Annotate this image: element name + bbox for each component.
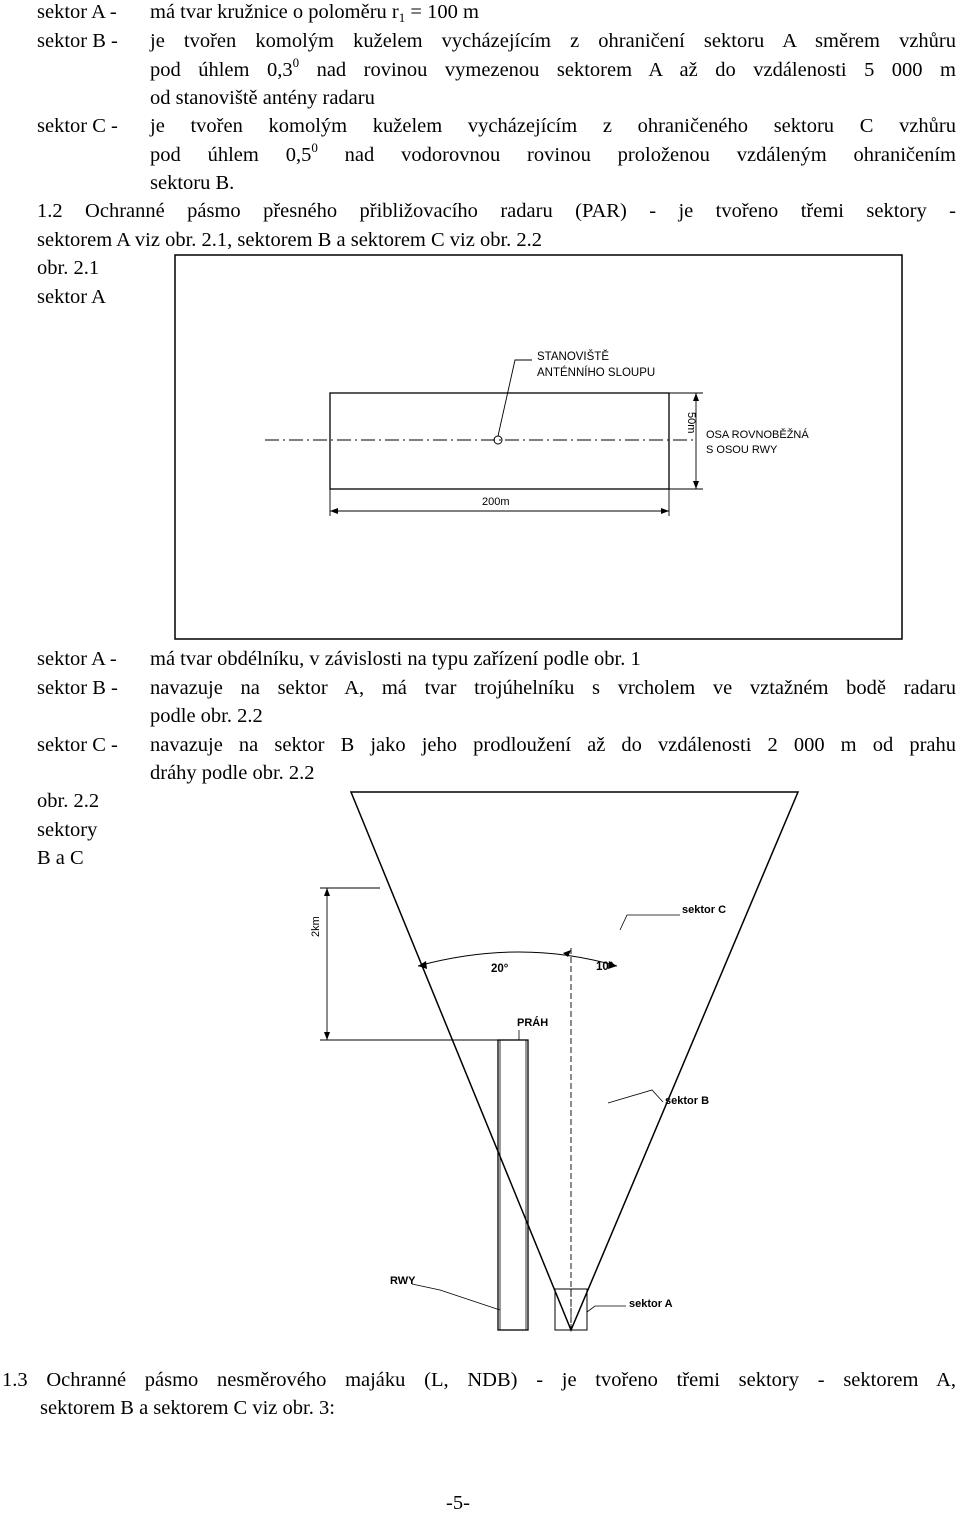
sektor-b-c-triangle xyxy=(351,792,798,1330)
label-rwy: RWY xyxy=(390,1275,416,1287)
fig-2-2-sektory-b-c-drawing xyxy=(0,780,960,1340)
sektor-c-definition-line3: sektoru B. xyxy=(150,172,235,194)
label-sektor-b: sektor B xyxy=(665,1095,710,1107)
sektor-c-term: sektor C - xyxy=(37,115,118,137)
sektor-a-rectangle xyxy=(330,393,669,489)
sektor-b-definition-2-line1: navazuje na sektor A, má tvar trojúhelníku s vrcholem ve vztažném bodě radaru xyxy=(150,677,956,699)
label-sektor-c: sektor C xyxy=(682,904,727,916)
fig-2-2-caption-title-1: sektory xyxy=(37,819,98,841)
sektor-a-term: sektor A - xyxy=(37,1,117,23)
fig-2-2-caption-title-2: B a C xyxy=(37,847,84,869)
sektor-b-term-2: sektor B - xyxy=(37,677,118,699)
dim-width-200m: 200m xyxy=(482,496,510,508)
label-prah: PRÁH xyxy=(517,1017,549,1029)
angle-left-20: 20° xyxy=(491,963,509,975)
rwy-leader xyxy=(412,1284,500,1310)
angle-right-10: 10° xyxy=(596,961,614,973)
sektor-a-leader xyxy=(587,1306,626,1312)
label-station-2: ANTÉNNÍHO SLOUPU xyxy=(537,367,656,379)
sektor-b-definition-2-line2: podle obr. 2.2 xyxy=(150,705,263,727)
section-1-3-line1: 1.3 Ochranné pásmo nesměrového majáku (L, NDB) - je tvořeno třemi sektory - sektorem A, xyxy=(2,1369,956,1391)
fig-2-2-caption-number: obr. 2.2 xyxy=(37,790,100,812)
sektor-c-definition-line2: pod úhlem $0,5^0$ nad vodorovnou rovinou proloženou vzdáleným ohraničením xyxy=(150,140,956,166)
sektor-c-definition-line1: je tvořen komolým kuželem vycházejícím z ohraničeného sektoru C vzhůru xyxy=(150,115,956,137)
sektor-a-definition: má tvar kružnice o poloměru r1 = 100 m xyxy=(150,1,479,25)
dim-height-50m: 50m xyxy=(685,412,697,434)
runway-rectangle xyxy=(498,1040,528,1330)
label-axis-2: S OSOU RWY xyxy=(706,444,778,456)
sektor-c-leader xyxy=(620,915,680,930)
antenna-leader-line xyxy=(498,360,532,436)
section-1-2-line2: sektorem A viz obr. 2.1, sektorem B a sektorem C viz obr. 2.2 xyxy=(37,229,543,251)
sektor-a-definition-2: má tvar obdélníku, v závislosti na typu zařízení podle obr. 1 xyxy=(150,648,641,670)
sektor-c-definition-2-line1: navazuje na sektor B jako jeho prodloužení až do vzdálenosti 2 000 m od prahu xyxy=(150,734,956,756)
angle-arc xyxy=(418,952,617,966)
section-1-3-line2: sektorem B a sektorem C viz obr. 3: xyxy=(40,1397,335,1419)
sektor-b-definition-line1: je tvořen komolým kuželem vycházejícím z ohraničení sektoru A směrem vzhůru xyxy=(150,30,956,52)
sektor-c-term-2: sektor C - xyxy=(37,734,118,756)
fig-2-1-frame xyxy=(175,255,902,639)
label-station-1: STANOVIŠTĚ xyxy=(537,351,609,363)
angle-arc-arrows xyxy=(418,961,617,969)
sektor-c-definition-2-line2: dráhy podle obr. 2.2 xyxy=(150,762,315,784)
label-sektor-a: sektor A xyxy=(629,1298,673,1310)
fig-2-1-caption-title: sektor A xyxy=(37,286,106,308)
sektor-a-term-2: sektor A - xyxy=(37,648,117,670)
sektor-b-leader xyxy=(608,1090,663,1103)
sektor-b-definition-line3: od stanoviště antény radaru xyxy=(150,87,375,109)
fig-2-1-caption-number: obr. 2.1 xyxy=(37,257,100,279)
section-1-2-line1: 1.2 Ochranné pásmo přesného přibližovacího radaru (PAR) - je tvořeno třemi sektory - xyxy=(37,200,956,222)
sektor-b-definition-line2: pod úhlem $0,3^0$ nad rovinou vymezenou sektorem A až do vzdálenosti 5 000 m xyxy=(150,55,956,81)
dim-height-2km: 2km xyxy=(310,916,322,937)
label-axis-1: OSA ROVNOBĚŽNÁ xyxy=(706,429,809,441)
page-number: -5- xyxy=(446,1492,470,1514)
sektor-b-term: sektor B - xyxy=(37,30,118,52)
fig-2-1-sektor-a-drawing xyxy=(0,0,960,660)
